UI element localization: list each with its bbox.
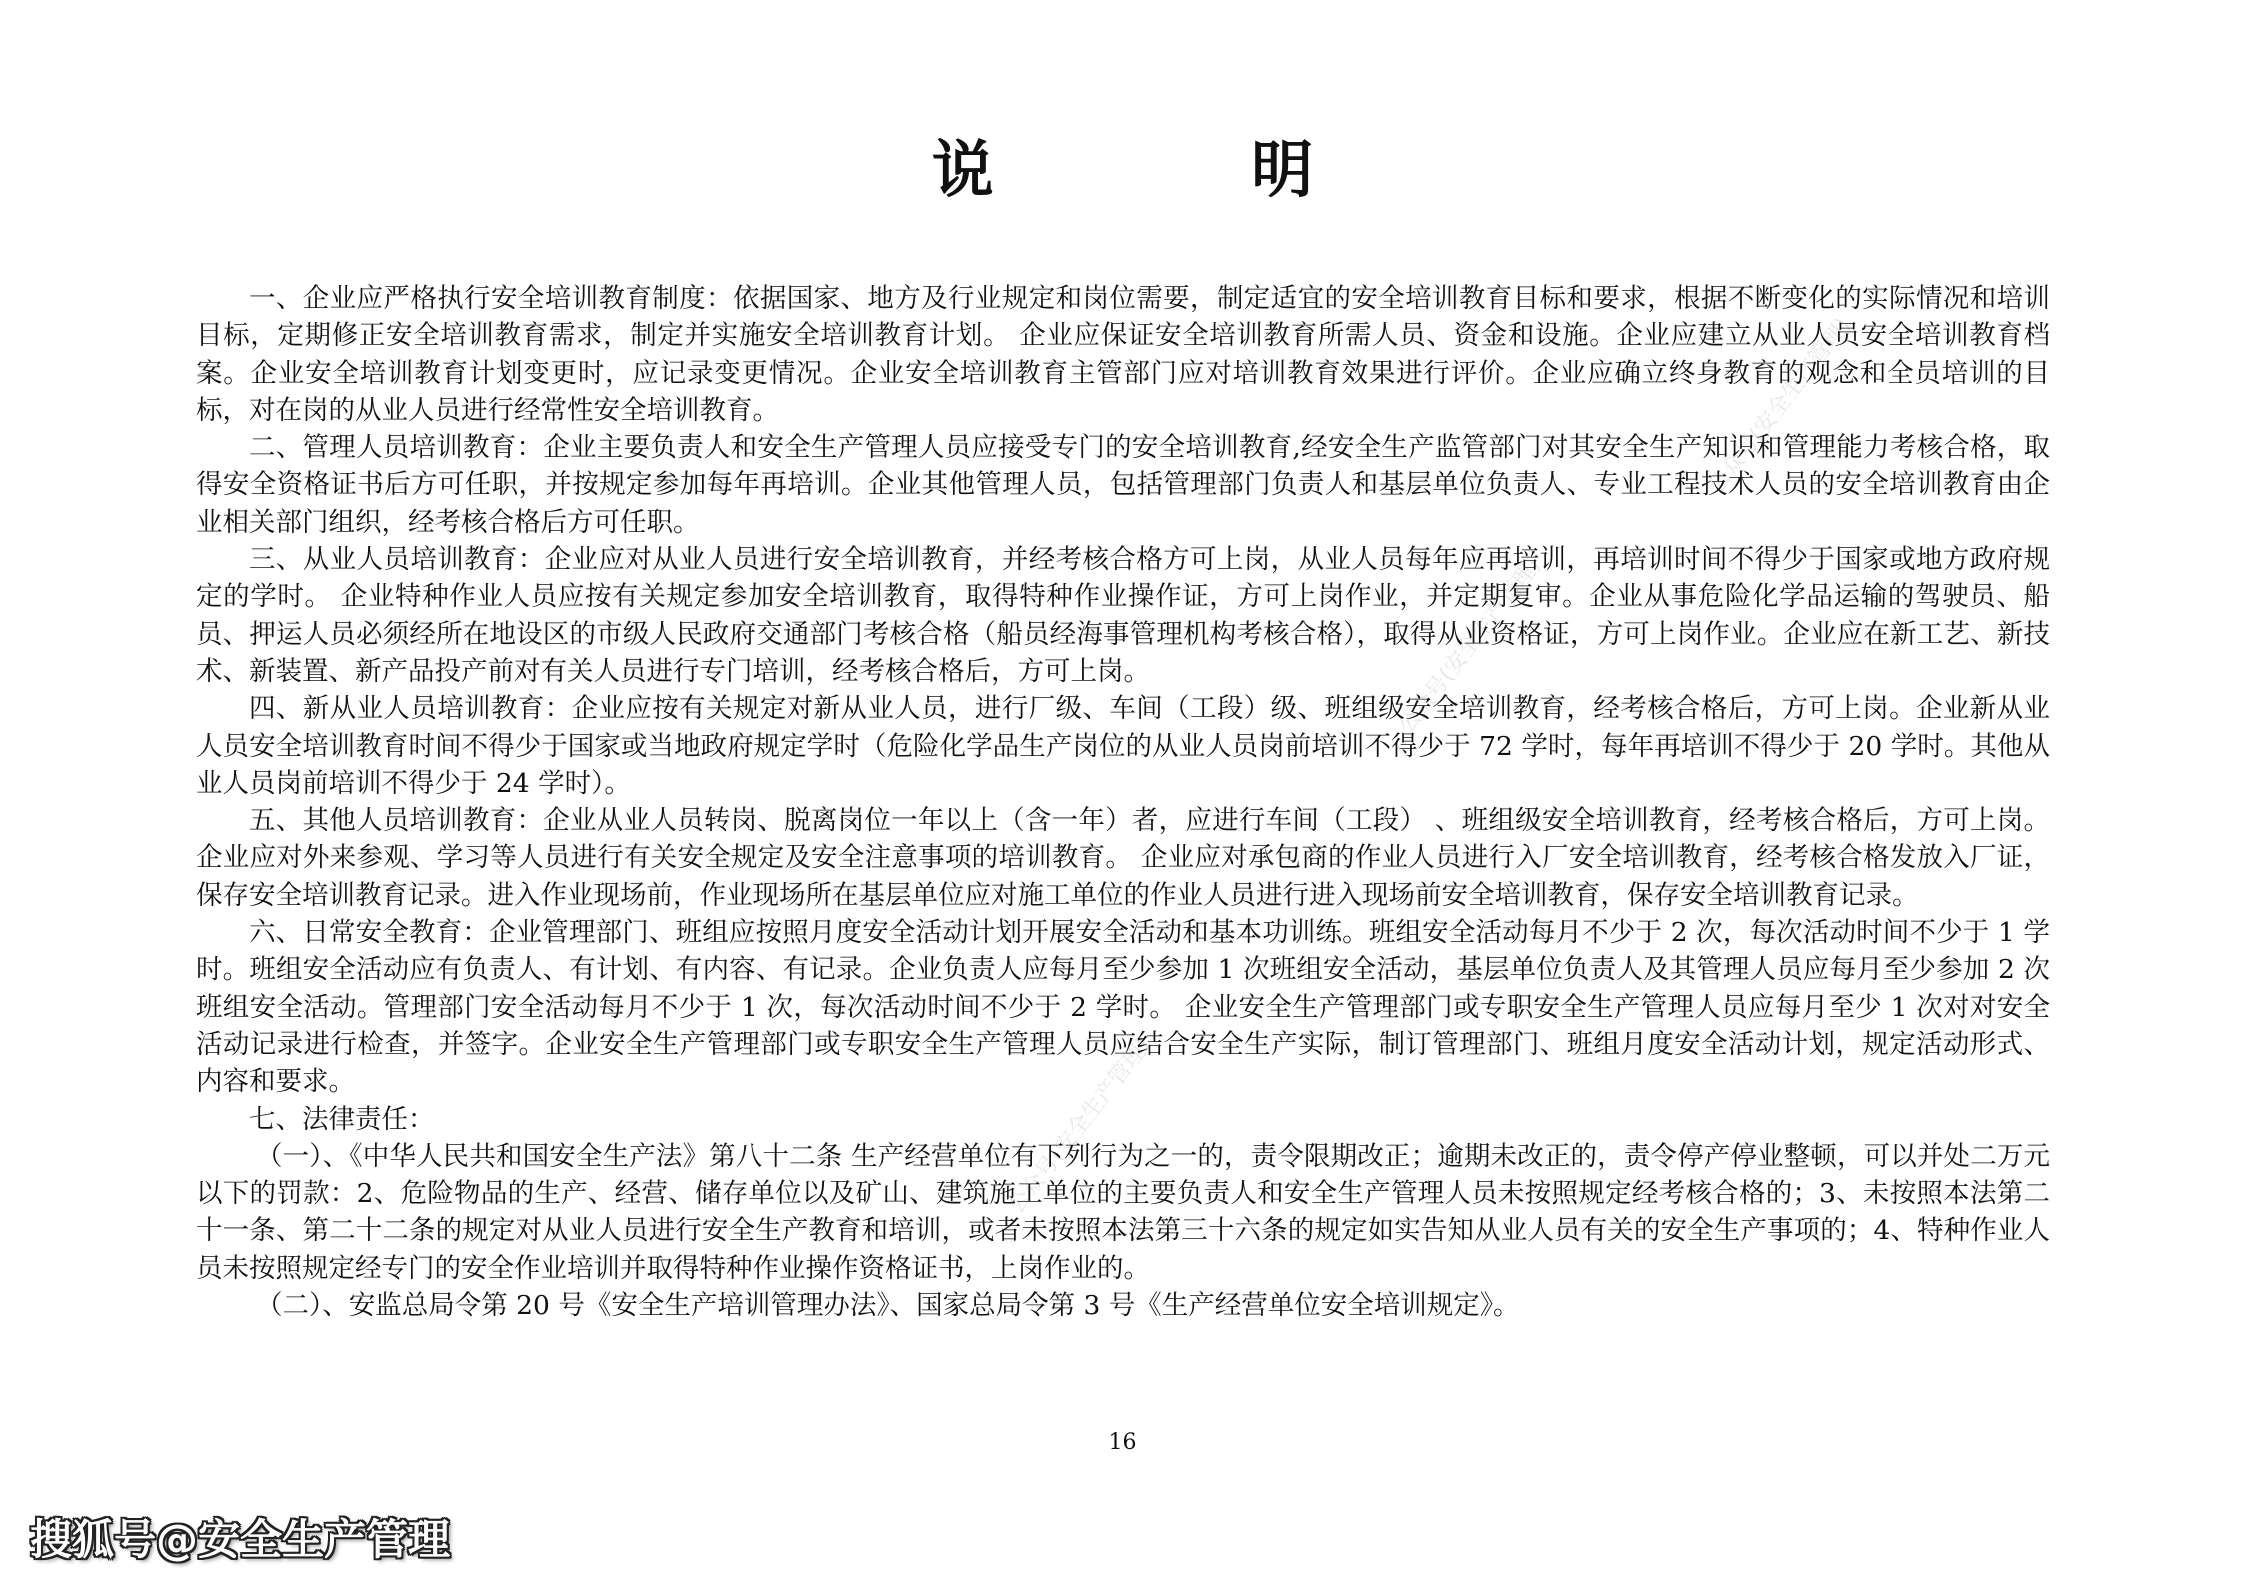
paragraph-2: 二、管理人员培训教育：企业主要负责人和安全生产管理人员应接受专门的安全培训教育,经安全生产监管部门对其安全生产知识和管理能力考核合格，取得安全资格证书后方可任职，并按规定参加每年再培训。企业其他管理人员，包括管理部门负责人和基层单位负责人、专业工程技术人员的安全培训教育由企业相关部门组织，经考核合格后方可任职。 xyxy=(196,432,2050,538)
document-body xyxy=(196,280,2050,1324)
paragraph-3: 三、从业人员培训教育：企业应对从业人员进行安全培训教育，并经考核合格方可上岗，从业人员每年应再培训，再培训时间不得少于国家或地方政府规定的学时。 企业特种作业人员应按有关规定参加安全培训教育，取得特种作业操作证，方可上岗作业，并定期复审。企业从事危险化学品运输的驾驶员、船员、押运人员必须经所在地设区的市级人民政府交通部门考核合格（船员经海事管理机构考核合格），取得从业资格证，方可上岗作业。企业应在新工艺、新技术、新装置、新产品投产前对有关人员进行专门培训，经考核合格后，方可上岗。 xyxy=(196,544,2050,687)
background-stamp: 公众号(安全生产管理) xyxy=(1003,1033,1157,1219)
paragraph-6: 六、日常安全教育：企业管理部门、班组应按照月度安全活动计划开展安全活动和基本功训练。班组安全活动每月不少于 2 次，每次活动时间不少于 1 学时。班组安全活动应有负责人、有计划、有内容、有记录。企业负责人应每月至少参加 1 次班组安全活动，基层单位负责人及其管理人员应每月至少参加 2 次班组安全活动。管理部门安全活动每月不少于 1 次，每次活动时间不少于 2 学时。 企业安全生产管理部门或专职安全生产管理人员应每月至少 1 次对对安全活动记录进行检查，并签字。企业安全生产管理部门或专职安全生产管理人员应结合安全生产实际，制订管理部门、班组月度安全活动计划，规定活动形式、内容和要求。 xyxy=(196,917,2050,1098)
page-title: 说 明 xyxy=(931,133,1432,206)
paragraph-7-heading: 七、法律责任： xyxy=(249,1103,435,1135)
source-watermark: 搜狐号@安全生产管理 xyxy=(30,1515,451,1564)
paragraph-4: 四、新从业人员培训教育：企业应按有关规定对新从业人员，进行厂级、车间（工段）级、班组级安全培训教育，经考核合格后，方可上岗。企业新从业人员安全培训教育时间不得少于国家或当地政府规定学时（危险化学品生产岗位的从业人员岗前培训不得少于 72 学时，每年再培训不得少于 20 学时。其他从业人员岗前培训不得少于 24 学时）。 xyxy=(196,693,2050,799)
background-stamp: 公众号(安全生产管理) xyxy=(1393,553,1547,739)
page-number: 16 xyxy=(1108,1430,1137,1455)
legal-item-2: （二）、安监总局令第 20 号《安全生产培训管理办法》、国家总局令第 3 号《生产经营单位安全培训规定》。 xyxy=(256,1290,1520,1322)
paragraph-1: 一、企业应严格执行安全培训教育制度：依据国家、地方及行业规定和岗位需要，制定适宜的安全培训教育目标和要求，根据不断变化的实际情况和培训目标，定期修正安全培训教育需求，制定并实施安全培训教育计划。 企业应保证安全培训教育所需人员、资金和设施。企业应建立从业人员安全培训教育档案。企业安全培训教育计划变更时，应记录变更情况。企业安全培训教育主管部门应对培训教育效果进行评价。企业应确立终身教育的观念和全员培训的目标，对在岗的从业人员进行经常性安全培训教育。 xyxy=(196,283,2050,426)
background-stamp: 公众号(安全生产管理) xyxy=(1703,313,1857,499)
paragraph-5: 五、其他人员培训教育：企业从业人员转岗、脱离岗位一年以上（含一年）者，应进行车间（工段） 、班组级安全培训教育，经考核合格后，方可上岗。企业应对外来参观、学习等人员进行有关安全规定及安全注意事项的培训教育。 企业应对承包商的作业人员进行入厂安全培训教育，经考核合格发放入厂证，保存安全培训教育记录。进入作业现场前，作业现场所在基层单位应对施工单位的作业人员进行进入现场前安全培训教育，保存安全培训教育记录。 xyxy=(196,805,2050,911)
legal-item-1: （一）、《中华人民共和国安全生产法》第八十二条 生产经营单位有下列行为之一的，责令限期改正；逾期未改正的，责令停产停业整顿，可以并处二万元以下的罚款：2、危险物品的生产、经营、储存单位以及矿山、建筑施工单位的主要负责人和安全生产管理人员未按照规定经考核合格的；3、未按照本法第二十一条、第二十二条的规定对从业人员进行安全生产教育和培训，或者未按照本法第三十六条的规定如实告知从业人员有关的安全生产事项的；4、特种作业人员未按照规定经专门的安全作业培训并取得特种作业操作资格证书，上岗作业的。 xyxy=(196,1140,2050,1284)
